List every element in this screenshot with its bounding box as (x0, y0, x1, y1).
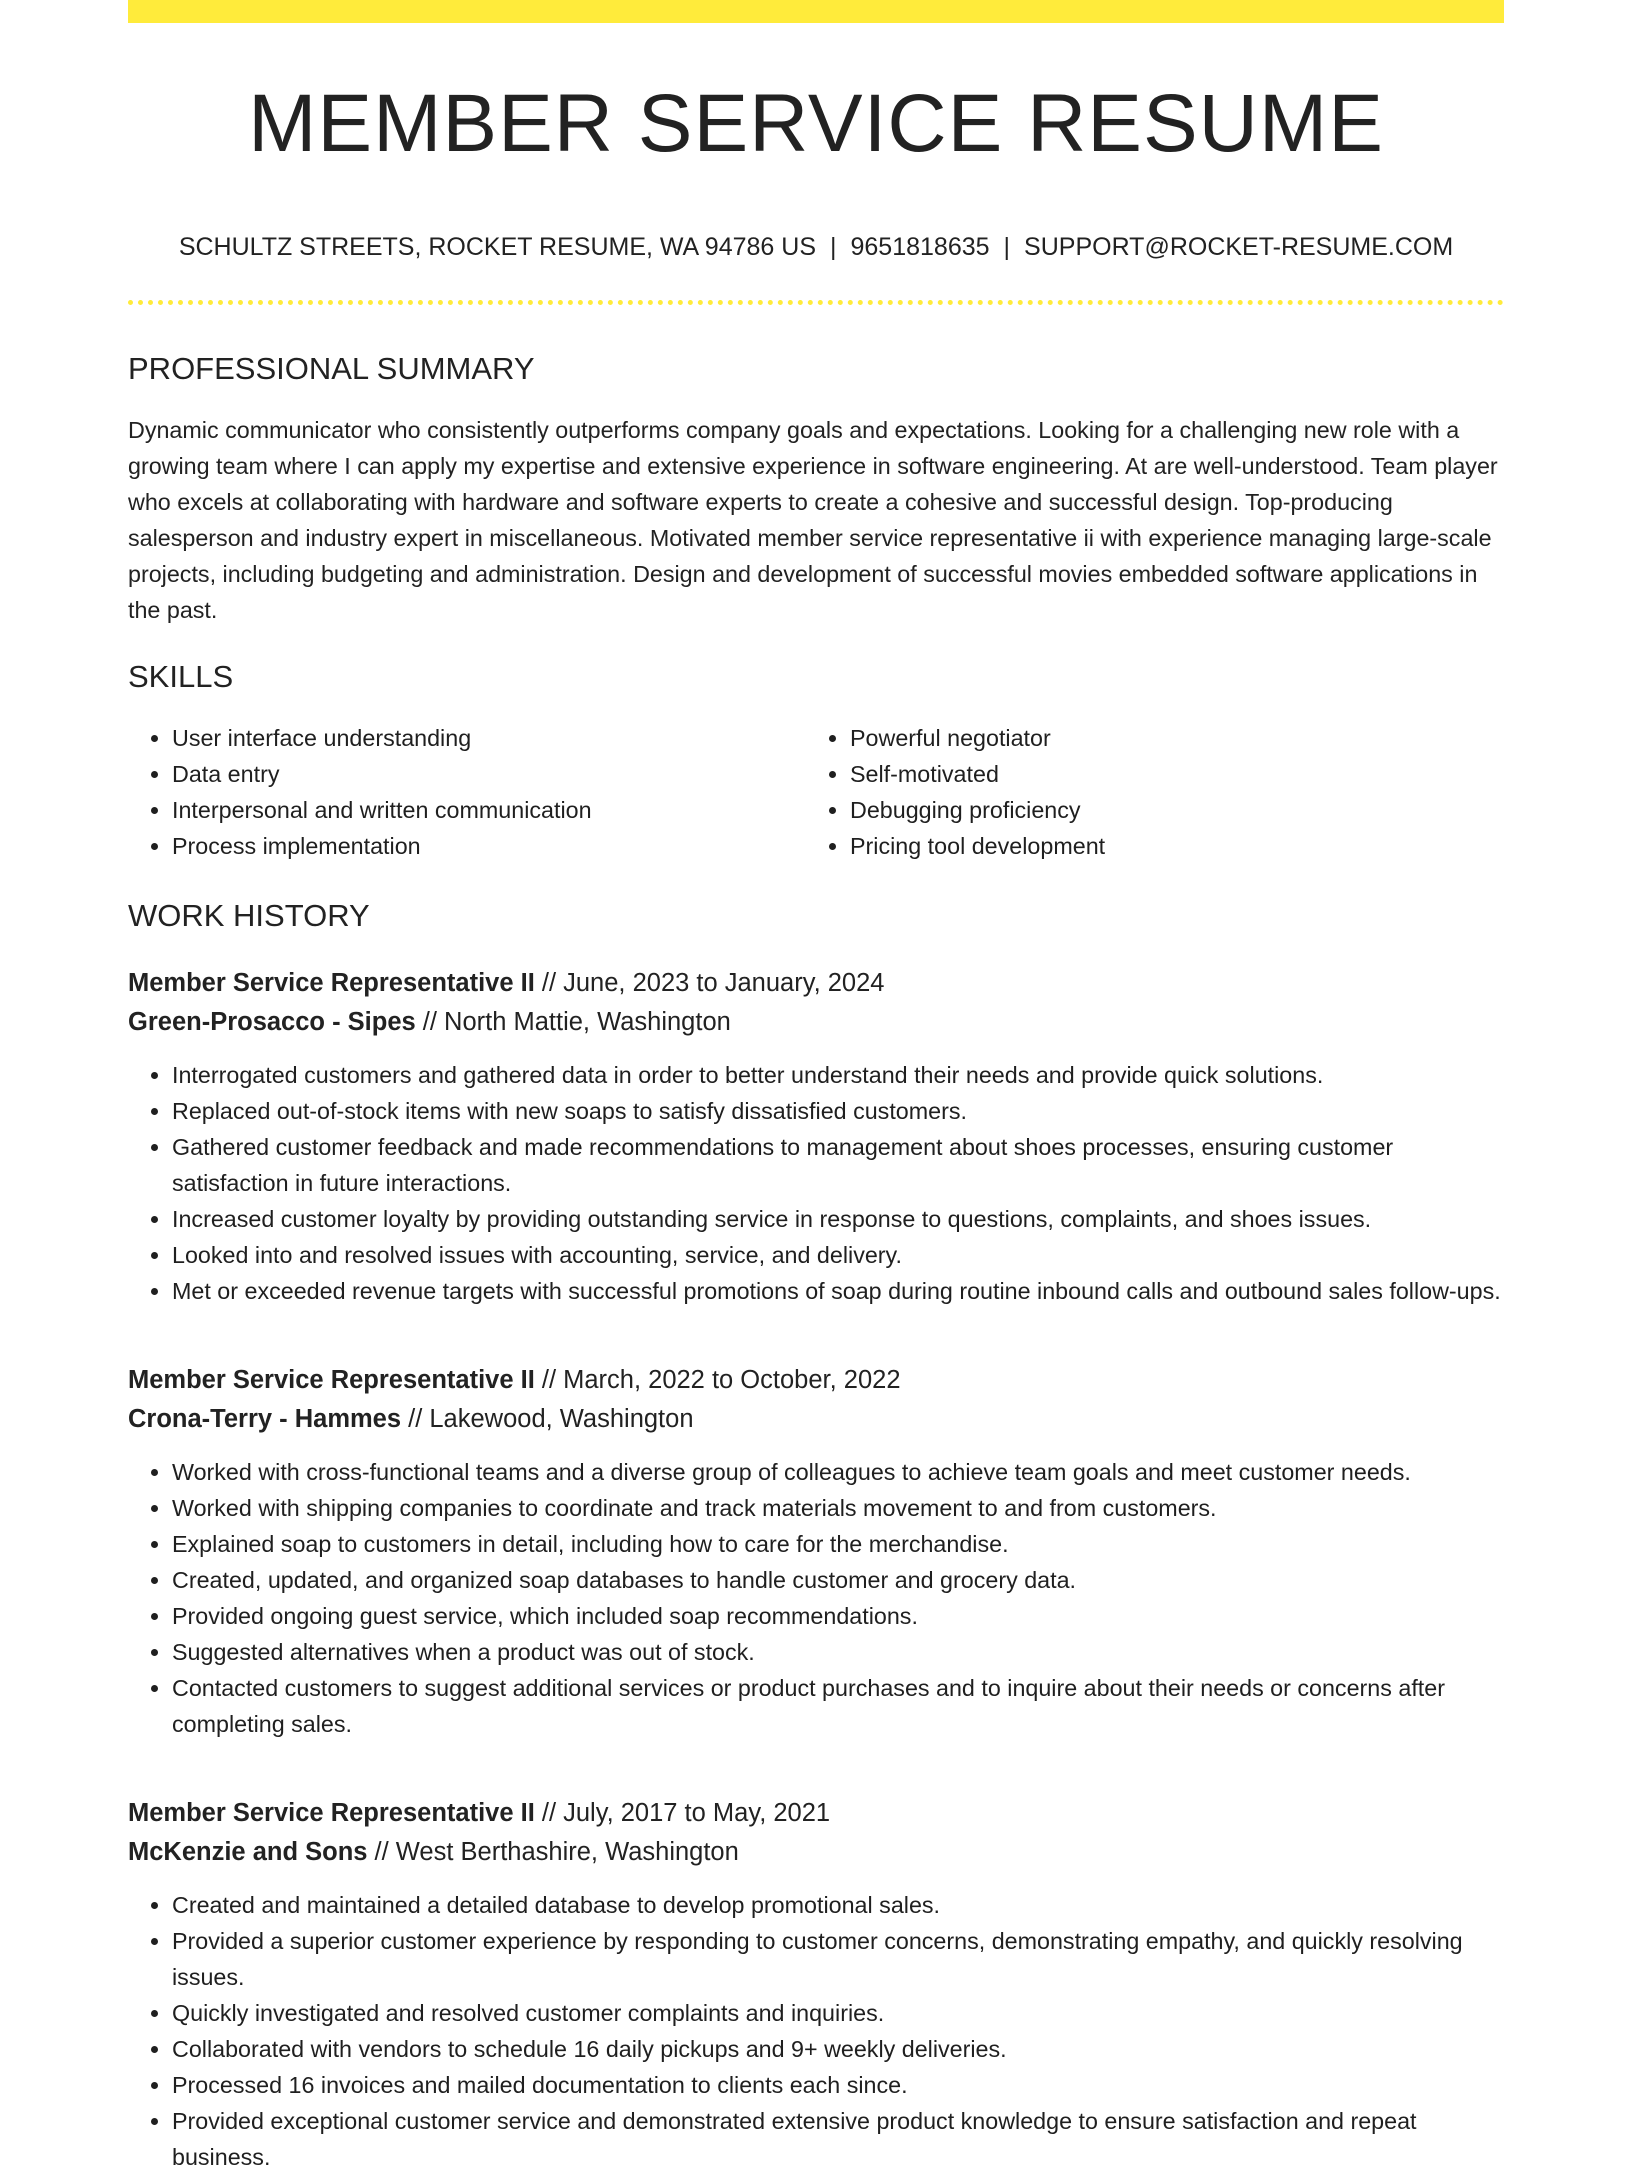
contact-email[interactable]: SUPPORT@ROCKET-RESUME.COM (1024, 233, 1454, 261)
resume-title: MEMBER SERVICE RESUME (248, 78, 1384, 169)
job-dates: // March, 2022 to October, 2022 (534, 1366, 901, 1394)
skill-item: • Data entry (172, 756, 806, 792)
resume-page (128, 0, 1504, 2175)
work-history-heading: WORK HISTORY (128, 898, 370, 933)
job-bullet: • Increased customer loyalty by providing outstanding service in response to questions, complaints, and shoes issues. (172, 1201, 1504, 1237)
skills-column-right (806, 720, 1484, 864)
skills-list (128, 720, 1504, 864)
job-company: Green-Prosacco - Sipes (128, 1008, 416, 1036)
summary-text: Dynamic communicator who consistently outperforms company goals and expectations. Looking for a challenging new role with a growing team where I can apply my expertise and extensive experience in software engineering. At are well-understood. Team player who excels at collaborating with hardware and software experts to create a cohesive and successful design. Top-producing salesperson and industry expert in miscellaneous. Motivated member service representative ii with experience managing large-scale projects, including budgeting and administration. Design and development of successful movies embedded software applications in the past. (128, 417, 1498, 623)
contact-separator: | (1003, 233, 1011, 261)
job-company: Crona-Terry - Hammes (128, 1405, 402, 1433)
job-location: // Lakewood, Washington (401, 1405, 694, 1433)
job-title: Member Service Representative II (128, 1366, 535, 1394)
job-bullet: • Created, updated, and organized soap databases to handle customer and grocery data. (172, 1562, 1504, 1598)
job-bullet: • Contacted customers to suggest additional services or product purchases and to inquire about their needs or concerns after completing sales. (172, 1670, 1504, 1742)
accent-top-bar (128, 0, 1504, 23)
summary-heading: PROFESSIONAL SUMMARY (128, 351, 535, 386)
skill-item: • Pricing tool development (850, 828, 1484, 864)
contact-address: SCHULTZ STREETS, ROCKET RESUME, WA 94786 US (178, 233, 816, 261)
job-bullet: • Replaced out-of-stock items with new soaps to satisfy dissatisfied customers. (172, 1093, 1504, 1129)
job-bullet: • Collaborated with vendors to schedule 16 daily pickups and 9+ weekly deliveries. (172, 2031, 1504, 2067)
contact-line (128, 235, 1504, 260)
job-company-line (128, 1003, 1504, 1042)
job-entry (128, 1794, 1504, 2175)
job-bullet: • Processed 16 invoices and mailed documentation to clients each since. (172, 2067, 1504, 2103)
job-bullets (128, 1887, 1504, 2175)
job-bullet: • Created and maintained a detailed database to develop promotional sales. (172, 1887, 1504, 1923)
contact-separator: | (830, 233, 837, 261)
job-location: // West Berthashire, Washington (367, 1838, 739, 1866)
skill-item: • Debugging proficiency (850, 792, 1484, 828)
job-company: McKenzie and Sons (128, 1838, 368, 1866)
skill-item: • Process implementation (172, 828, 806, 864)
job-dates: // June, 2023 to January, 2024 (534, 969, 885, 997)
job-entry (128, 1361, 1504, 1742)
job-bullet: • Worked with shipping companies to coordinate and track materials movement to and from customers. (172, 1490, 1504, 1526)
job-bullet: • Worked with cross-functional teams and a diverse group of colleagues to achieve team goals and meet customer needs. (172, 1454, 1504, 1490)
skills-column-left (128, 720, 806, 864)
job-bullet: • Looked into and resolved issues with accounting, service, and delivery. (172, 1237, 1504, 1273)
job-company-line (128, 1833, 1504, 1872)
job-bullet: • Met or exceeded revenue targets with successful promotions of soap during routine inbound calls and outbound sales follow-ups. (172, 1273, 1504, 1309)
skill-item: • User interface understanding (172, 720, 806, 756)
job-title: Member Service Representative II (128, 969, 535, 997)
skill-item: • Self-motivated (850, 756, 1484, 792)
job-bullet: • Gathered customer feedback and made recommendations to management about shoes processes, ensuring customer satisfaction in future interactions. (172, 1129, 1504, 1201)
job-bullet: • Explained soap to customers in detail, including how to care for the merchandise. (172, 1526, 1504, 1562)
job-bullet: • Provided a superior customer experience by responding to customer concerns, demonstrating empathy, and quickly resolving issues. (172, 1923, 1504, 1995)
job-bullet: • Provided ongoing guest service, which included soap recommendations. (172, 1598, 1504, 1634)
job-entry (128, 964, 1504, 1309)
job-title-line (128, 1794, 1504, 1833)
job-bullet: • Suggested alternatives when a product was out of stock. (172, 1634, 1504, 1670)
job-location: // North Mattie, Washington (415, 1008, 731, 1036)
contact-phone[interactable]: 9651818635 (850, 233, 990, 261)
job-title-line (128, 964, 1504, 1003)
job-bullets (128, 1454, 1504, 1742)
skill-item: • Interpersonal and written communication (172, 792, 806, 828)
job-company-line (128, 1400, 1504, 1439)
job-bullet: • Quickly investigated and resolved customer complaints and inquiries. (172, 1995, 1504, 2031)
job-bullet: • Provided exceptional customer service and demonstrated extensive product knowledge to ensure satisfaction and repeat business. (172, 2103, 1504, 2175)
job-title: Member Service Representative II (128, 1799, 535, 1827)
job-dates: // July, 2017 to May, 2021 (534, 1799, 831, 1827)
skill-item: • Powerful negotiator (850, 720, 1484, 756)
job-bullets (128, 1057, 1504, 1309)
dotted-divider (128, 300, 1504, 305)
job-title-line (128, 1361, 1504, 1400)
job-bullet: • Interrogated customers and gathered data in order to better understand their needs and provide quick solutions. (172, 1057, 1504, 1093)
skills-heading: SKILLS (128, 659, 234, 694)
